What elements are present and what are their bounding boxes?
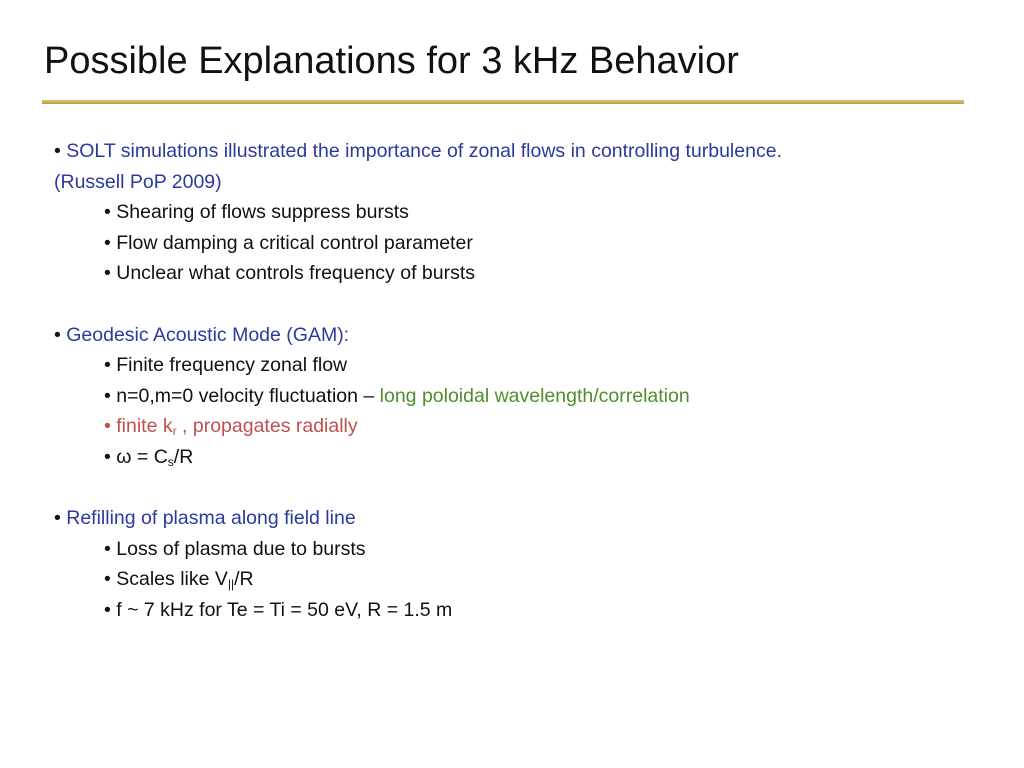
bullet-item: • Loss of plasma due to bursts: [104, 537, 366, 560]
bullet-item: • f ~ 7 kHz for Te = Ti = 50 eV, R = 1.5 m: [104, 598, 453, 621]
bullet-text: Scales like V: [116, 568, 228, 591]
gam-heading: Geodesic Acoustic Mode (GAM):: [66, 323, 350, 346]
solt-heading-line1: SOLT simulations illustrated the importance of zonal flows in controlling turbulence.: [66, 140, 782, 162]
bullet-item: • finite $k_r$ , propagates radially: [104, 415, 358, 439]
bullet-text: ω = C: [116, 445, 168, 468]
solt-heading-line2: (Russell PoP 2009): [54, 170, 222, 193]
subscript: ||: [227, 577, 235, 592]
bullet-text: Finite frequency zonal flow: [116, 354, 348, 377]
bullet-text: f ~ 7 kHz for Te = Ti = 50 eV, R = 1.5 m: [116, 598, 453, 621]
bullet-item: • Shearing of flows suppress bursts: [104, 201, 409, 224]
bullet-text: /R: [234, 568, 254, 591]
section-gam-heading: • Geodesic Acoustic Mode (GAM):: [54, 323, 350, 346]
bullet-text: , propagates radially: [176, 415, 358, 438]
section-refill-heading: • Refilling of plasma along field line: [54, 507, 356, 530]
slide-body: [54, 136, 964, 626]
bullet-text: Flow damping a critical control parameter: [116, 231, 473, 254]
bullet-text: n=0,m=0 velocity fluctuation –: [116, 384, 380, 407]
bullet-item: • Scales like $V_{||}/R$: [104, 568, 254, 592]
spacer: [54, 473, 964, 504]
bullet-text: Unclear what controls frequency of bursts: [116, 262, 476, 285]
bullet-item: • Finite frequency zonal flow: [104, 354, 348, 377]
bullet-item: • $\omega = C_s/R$: [104, 445, 194, 469]
bullet-item: • n=0,m=0 velocity fluctuation – long poloidal wavelength/correlation: [104, 384, 690, 407]
slide-title: Possible Explanations for 3 kHz Behavior: [44, 40, 739, 82]
bullet-text: Loss of plasma due to bursts: [116, 537, 366, 560]
title-divider: [42, 100, 964, 104]
bullet-text: finite k: [116, 415, 173, 438]
bullet-text: /R: [173, 445, 194, 468]
subscript: s: [167, 454, 174, 469]
refill-heading: Refilling of plasma along field line: [66, 507, 356, 530]
section-solt-heading: • SOLT simulations illustrated the importance of zonal flows in controlling turbulence. (Russell PoP 2009): [54, 140, 782, 193]
subscript: r: [172, 424, 177, 439]
highlight-green-text: long poloidal wavelength/correlation: [379, 384, 690, 407]
bullet-text: Shearing of flows suppress bursts: [116, 201, 409, 224]
spacer: [54, 289, 964, 320]
bullet-item: • Unclear what controls frequency of bursts: [104, 262, 476, 285]
bullet-item: • Flow damping a critical control parameter: [104, 231, 473, 254]
